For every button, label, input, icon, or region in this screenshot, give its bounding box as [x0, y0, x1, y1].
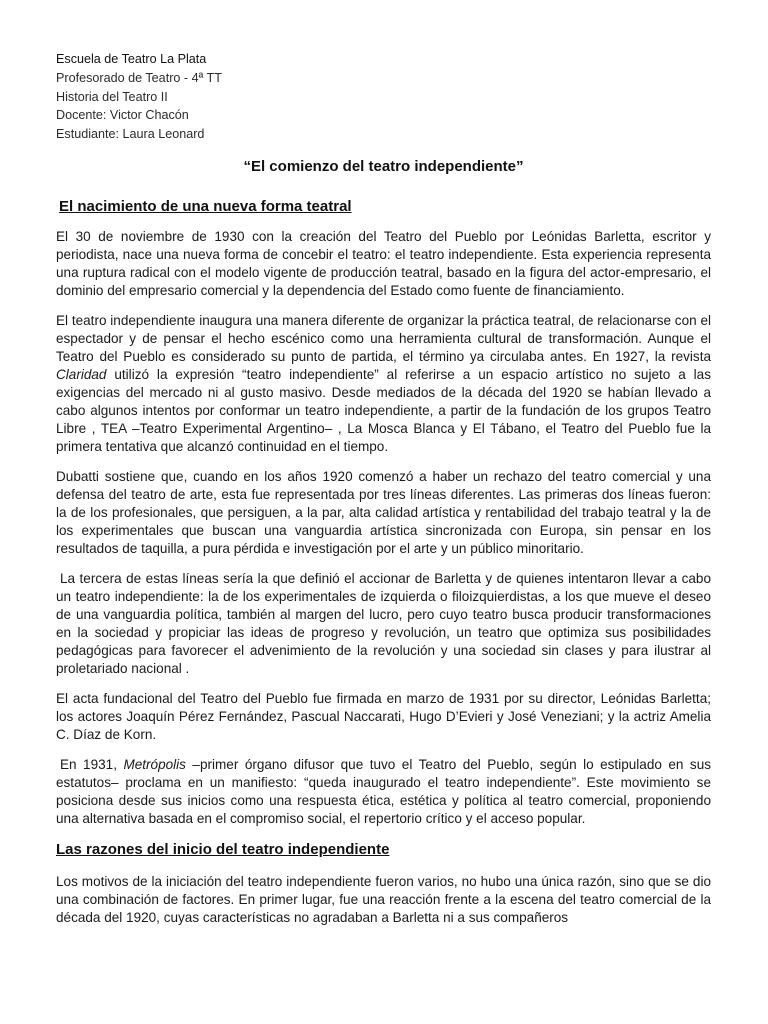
paragraph-5: El acta fundacional del Teatro del Pueblo fue firmada en marzo de 1931 por su director, Leónidas Barletta; los actores Joaquín Pérez Fernández, Pascual Naccarati, Hugo D’Evieri y José Veneziani; y la actriz Amelia C. Díaz de Korn. [56, 690, 711, 742]
document-header [56, 50, 711, 144]
section-heading-birth: El nacimiento de una nueva forma teatral [59, 197, 352, 215]
paragraph-3: Dubatti sostiene que, cuando en los años 1920 comenzó a haber un rechazo del teatro comercial y una defensa del teatro de arte, esta fue representada por tres líneas diferentes. Las primeras dos líneas fueron: la de los profesionales, que persiguen, a la par, alta calidad artística y rentabilidad del trabajo teatral y la de los experimentales que buscan una vanguardia artística sincronizada con Europa, sin pensar en los resultados de taquilla, a pura pérdida e investigación por el arte y un público minoritario. [56, 468, 711, 556]
section-heading-reasons: Las razones del inicio del teatro independiente [56, 840, 390, 858]
course-name: Historia del Teatro II [56, 89, 168, 104]
paragraph-2-text-a: El teatro independiente inaugura una manera diferente de organizar la práctica teatral, de relacionarse con el espectador y de pensar el hecho escénico como una herramienta cultural de transformación. Aunque el Teatro del Pueblo es considerado su punto de partida, el término ya circulaba antes. En 1927, la revista [56, 312, 711, 364]
paragraph-4 [56, 570, 711, 678]
program-name: Profesorado de Teatro - 4ª TT [56, 70, 222, 85]
student-name: Estudiante: Laura Leonard [56, 127, 205, 142]
paragraph-6-text-a: En 1931, [60, 756, 124, 772]
paragraph-2-text-b: utilizó la expresión “teatro independiente” al referirse a un espacio artístico no sujeto a las exigencias del mercado ni al gusto masivo. Desde mediados de la década del 1920 se habían llevado a cabo algunos intentos por conformar un teatro independiente, a partir de la fundación de los grupos Teatro Libre , TEA –Teatro Experimental Argentino– , La Mosca Blanca y El Tábano, el Teatro del Pueblo fue la primera tentativa que alcanzó continuidad en el tiempo. [56, 366, 711, 454]
document-page [56, 50, 711, 939]
paragraph-6-text-b: –primer órgano difusor que tuvo el Teatro del Pueblo, según lo estipulado en sus estatutos– proclama en un manifiesto: “queda inaugurado el teatro independiente”. Este movimiento se posiciona desde sus inicios como una respuesta ética, estética y política al teatro comercial, proponiendo una alternativa basada en el compromiso social, el repertorio crítico y el acceso popular. [56, 756, 711, 826]
metropolis-publication-name: Metrópolis [123, 756, 186, 772]
teacher-name: Docente: Victor Chacón [56, 108, 189, 123]
paragraph-6 [56, 756, 711, 828]
school-name: Escuela de Teatro La Plata [56, 52, 207, 66]
paragraph-7: Los motivos de la iniciación del teatro independiente fueron varios, no hubo una única razón, sino que se dio una combinación de factores. En primer lugar, fue una reacción frente a la escena del teatro comercial de la década del 1920, cuyas características no agradaban a Barletta ni a sus compañeros [56, 873, 711, 925]
paragraph-2 [56, 312, 711, 456]
claridad-magazine-name: Claridad [56, 366, 107, 382]
paragraph-4-text: La tercera de estas líneas sería la que definió el accionar de Barletta y de quienes intentaron llevar a cabo un teatro independiente: la de los experimentales de izquierda o filoizquierdistas, a los que mueve el deseo de una vanguardia política, también al margen del lucro, pero cuyo teatro busca producir transformaciones en la sociedad y propiciar las ideas de progreso y revolución, un teatro que optimiza sus posibilidades pedagógicas para favorecer el advenimiento de la revolución y una sociedad sin clases y para ilustrar al proletariado nacional . [56, 570, 711, 676]
paragraph-1: El 30 de noviembre de 1930 con la creación del Teatro del Pueblo por Leónidas Barletta, escritor y periodista, nace una nueva forma de concebir el teatro: el teatro independiente. Esta experiencia representa una ruptura radical con el modelo vigente de producción teatral, basado en la figura del actor-empresario, el dominio del empresario comercial y la dependencia del Estado como fuente de financiamiento. [56, 228, 711, 298]
document-title: “El comienzo del teatro independiente” [243, 157, 524, 175]
